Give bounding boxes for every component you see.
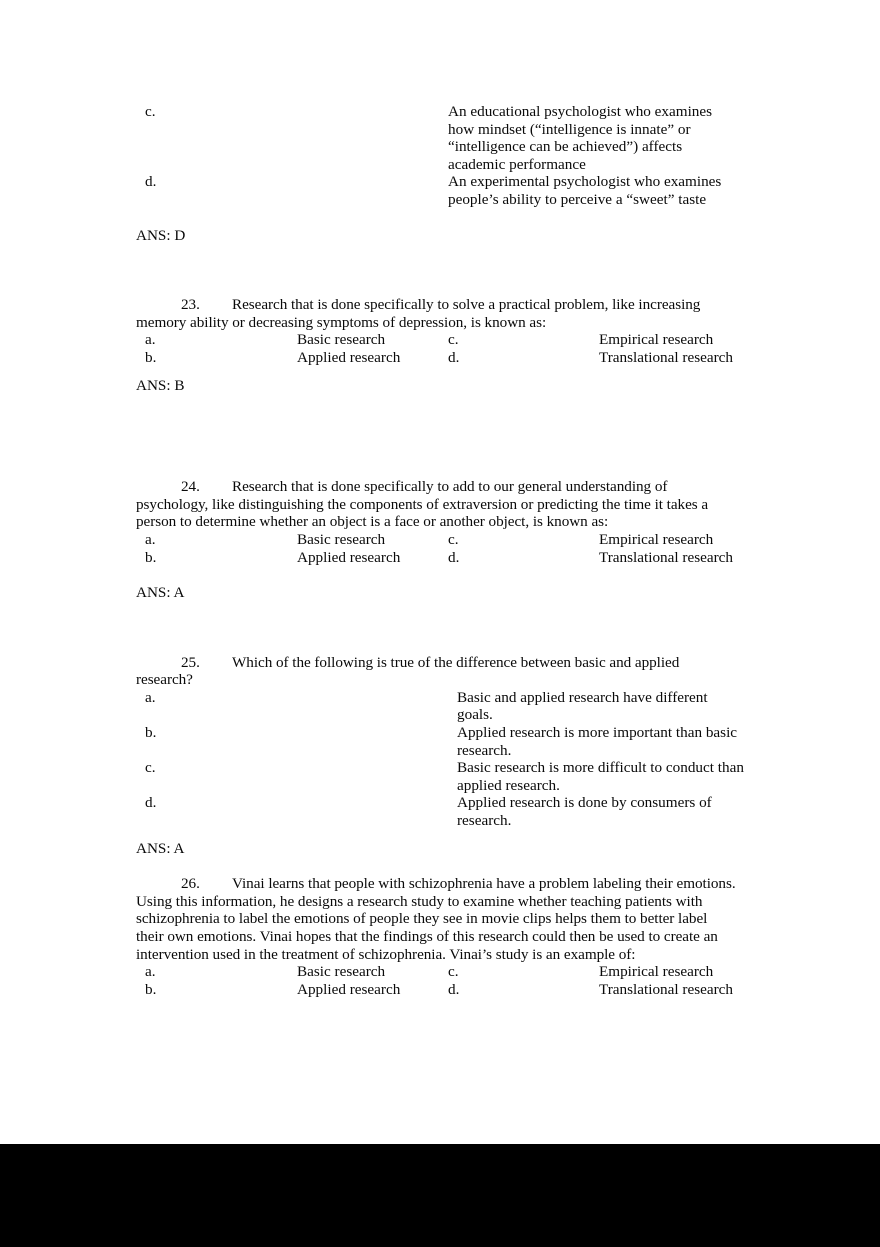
question-number-24: 24. xyxy=(181,478,200,496)
options-table-26 xyxy=(136,963,736,998)
question-text-25: Which of the following is true of the difference between basic and applied research? xyxy=(136,653,680,689)
question-text-23: Research that is done specifically to solve a practical problem, like increasing memory ability or decreasing symptoms of depression, is known as: xyxy=(136,296,701,331)
question-stem-24 xyxy=(136,478,736,531)
option-text-c: Empirical research xyxy=(599,331,714,349)
option-row xyxy=(136,531,736,549)
options-table-23 xyxy=(136,331,736,366)
option-text-c: Empirical research xyxy=(599,530,714,548)
option-label-d: d. xyxy=(448,348,460,366)
spacer xyxy=(136,830,736,840)
option-label-b: b. xyxy=(145,348,157,366)
option-row xyxy=(136,794,745,829)
question-number-23: 23. xyxy=(181,296,200,314)
option-label-b: b. xyxy=(145,724,157,742)
option-text-c: Empirical research xyxy=(599,963,714,981)
option-spacer xyxy=(297,173,448,208)
answer-line-q22: ANS: D xyxy=(136,226,186,244)
option-spacer xyxy=(297,103,448,173)
question-stem-26 xyxy=(136,875,736,963)
option-text-a: Basic research xyxy=(297,963,386,981)
question-number-26: 26. xyxy=(181,875,200,893)
answer-line-25: ANS: A xyxy=(136,839,185,857)
option-label-b: b. xyxy=(145,548,157,566)
option-text-d: Translational research xyxy=(599,980,733,998)
option-label-d: d. xyxy=(448,548,460,566)
option-text-c: Basic research is more difficult to conduct than applied research. xyxy=(457,759,744,794)
spacer xyxy=(136,394,736,478)
option-row xyxy=(136,981,736,999)
option-text-d: Translational research xyxy=(599,348,733,366)
option-text-d: Translational research xyxy=(599,548,733,566)
option-text-a: Basic research xyxy=(297,530,386,548)
spacer xyxy=(136,857,736,875)
option-label-c: c. xyxy=(145,103,156,120)
question-text-26: Vinai learns that people with schizophrenia have a problem labeling their emotions. Using this information, he designs a research study to examine whether teaching patients with schizophrenia to label the emotions of people they see in movie clips helps them to better label their own emotions. Vinai hopes that the findings of this research could then be used to create an intervention used in the treatment of schizophrenia. Vinai’s study is an example of: xyxy=(136,875,736,963)
option-text-d: An experimental psychologist who examines people’s ability to perceive a “sweet” taste xyxy=(448,173,722,208)
spacer xyxy=(136,602,736,654)
spacer xyxy=(136,367,736,377)
document-content xyxy=(136,103,744,998)
option-label-d: d. xyxy=(145,173,157,191)
option-text-b: Applied research is more important than basic research. xyxy=(457,724,738,759)
options-table-24 xyxy=(136,531,736,566)
option-label-c: c. xyxy=(448,963,459,981)
option-row xyxy=(136,173,736,208)
option-row xyxy=(136,103,736,173)
spacer xyxy=(136,244,736,296)
option-row xyxy=(136,349,736,367)
option-text-a: Basic and applied research have different goals. xyxy=(457,688,708,724)
option-label-d: d. xyxy=(448,980,460,998)
option-row xyxy=(136,689,745,724)
option-label-d: d. xyxy=(145,794,157,812)
option-label-c: c. xyxy=(448,331,459,349)
option-text-a: Basic research xyxy=(297,331,386,349)
option-label-a: a. xyxy=(145,963,156,981)
option-label-b: b. xyxy=(145,980,157,998)
option-row xyxy=(136,759,745,794)
options-table-continued xyxy=(136,103,736,209)
option-row xyxy=(136,963,736,981)
option-label-a: a. xyxy=(145,331,156,349)
option-label-a: a. xyxy=(145,530,156,548)
option-text-d: Applied research is done by consumers of research. xyxy=(457,794,712,830)
option-text-c: An educational psychologist who examines how mindset (“intelligence is innate” or “intelligence can be achieved”) affects academic performance xyxy=(448,103,713,173)
option-text-b: Applied research xyxy=(297,548,401,566)
option-label-c: c. xyxy=(448,530,459,548)
option-text-b: Applied research xyxy=(297,980,401,998)
options-table-25 xyxy=(136,689,745,830)
question-stem-25 xyxy=(136,654,736,689)
option-row xyxy=(136,331,736,349)
option-row xyxy=(136,724,745,759)
spacer xyxy=(136,566,736,584)
question-number-25: 25. xyxy=(181,653,200,671)
answer-line-24: ANS: A xyxy=(136,584,185,602)
option-label-c: c. xyxy=(145,759,156,777)
question-text-24: Research that is done specifically to add to our general understanding of psychology, like distinguishing the components of extraversion or predicting the time it takes a person to determine whether an object is a face or another object, is known as: xyxy=(136,478,709,531)
question-stem-23 xyxy=(136,296,736,331)
spacer xyxy=(136,209,736,227)
answer-line-23: ANS: B xyxy=(136,376,185,394)
option-text-b: Applied research xyxy=(297,348,401,366)
page-footer-black-bar xyxy=(0,1144,880,1247)
option-row xyxy=(136,549,736,567)
option-label-a: a. xyxy=(145,688,156,706)
